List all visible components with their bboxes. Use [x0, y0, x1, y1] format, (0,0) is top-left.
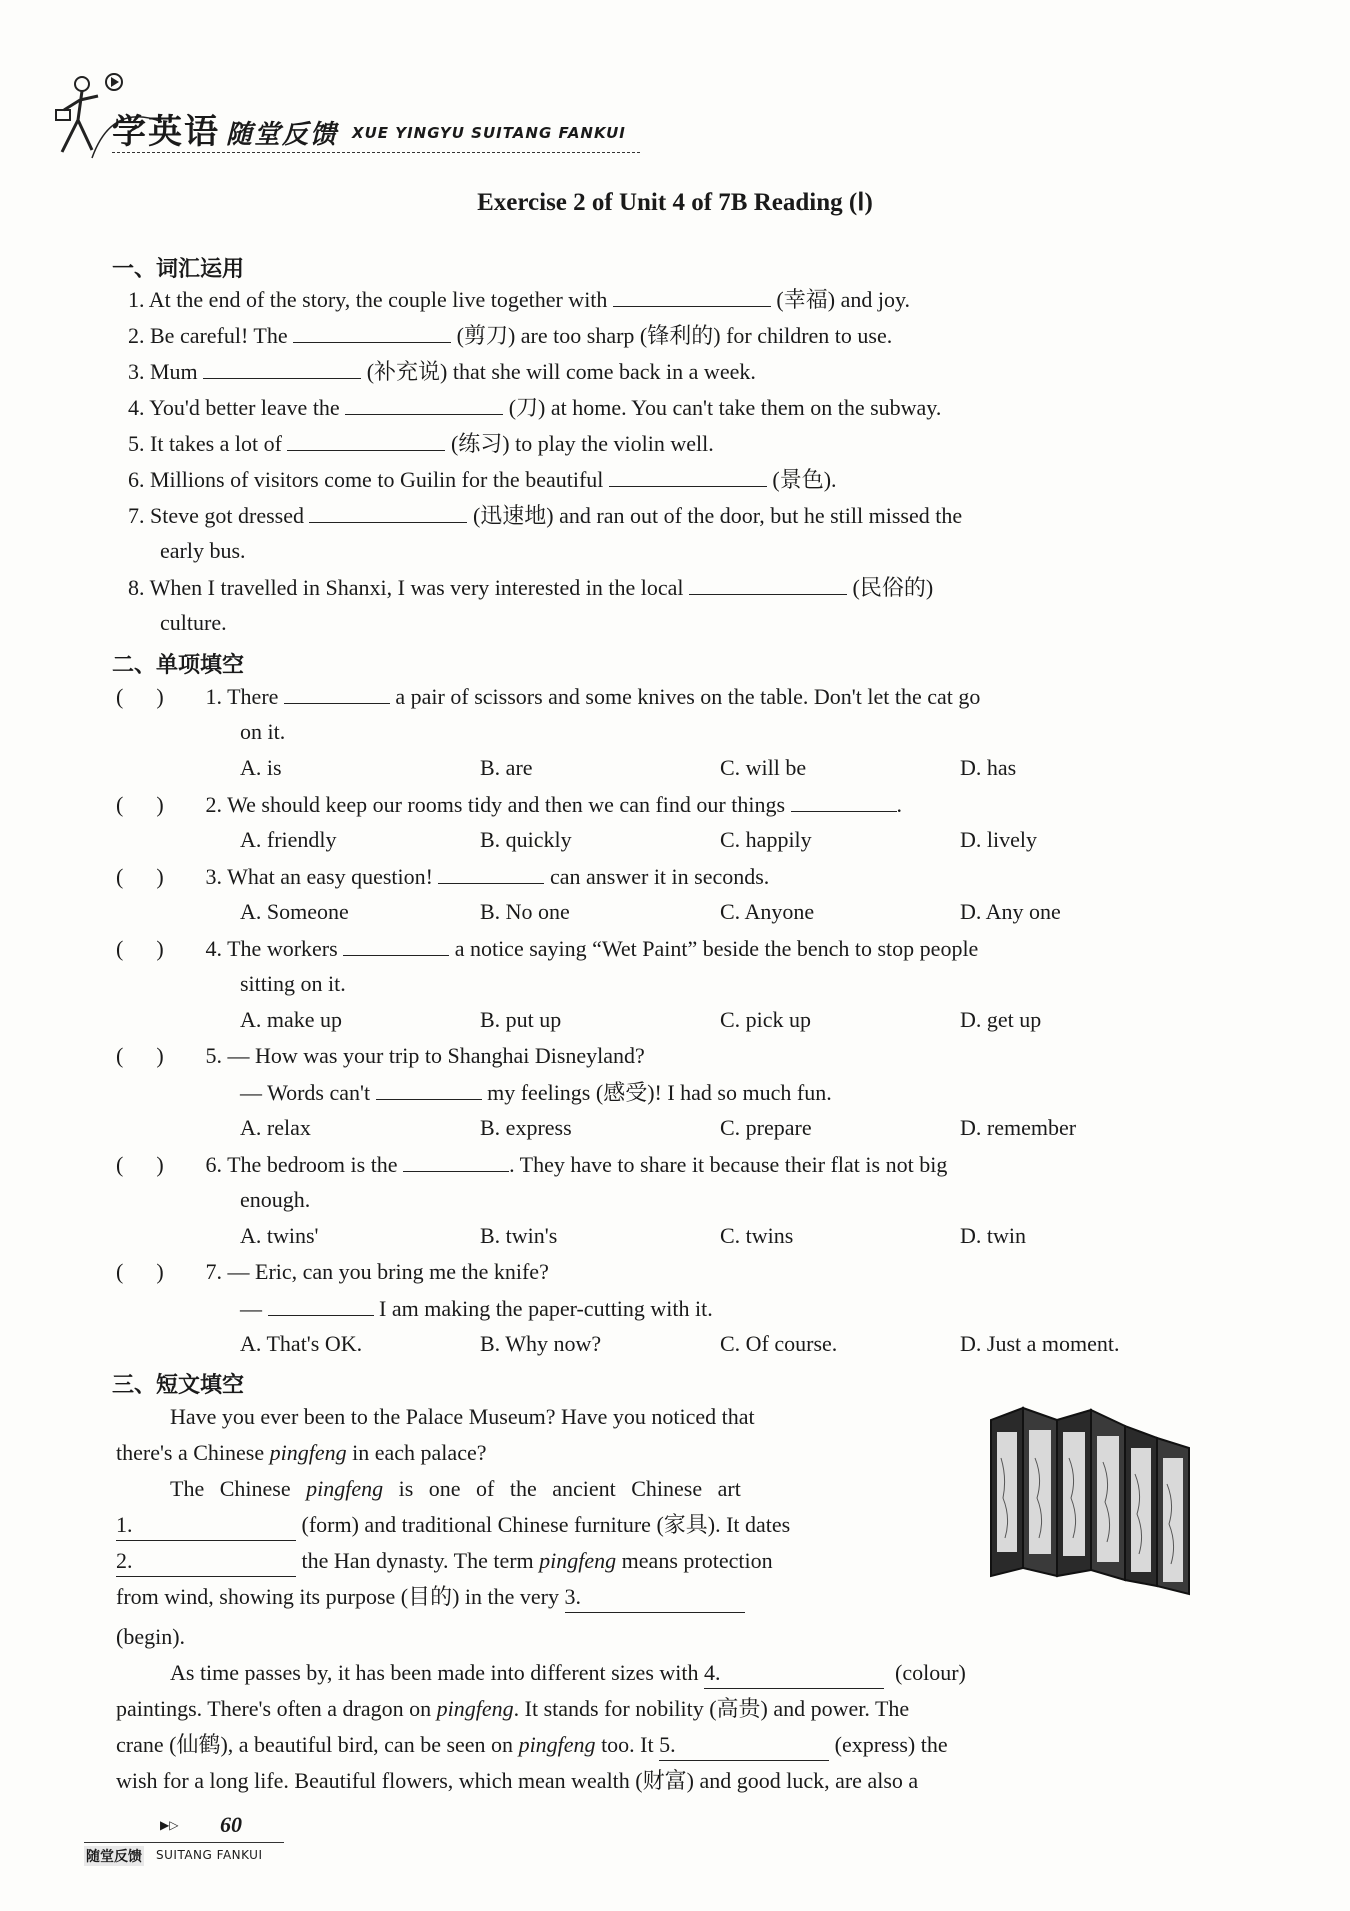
mc-6-option-b[interactable]: B. twin's [480, 1223, 558, 1248]
mc-5-option-b[interactable]: B. express [480, 1115, 572, 1140]
answer-blank[interactable] [203, 356, 361, 379]
mc-7-option-d[interactable]: D. Just a moment. [960, 1331, 1120, 1356]
mc-question-2: ( ) 2. We should keep our rooms tidy and then we can find our things . [116, 789, 902, 820]
mc-2-option-a[interactable]: A. friendly [240, 827, 337, 852]
mc-question-7-response: — I am making the paper-cutting with it. [240, 1293, 713, 1324]
answer-blank[interactable] [287, 428, 445, 451]
mc-4-option-a[interactable]: A. make up [240, 1007, 343, 1032]
mc-question-6-continued: enough. [240, 1187, 311, 1212]
mc-1-option-b[interactable]: B. are [480, 755, 533, 780]
header-title-en: XUE YINGYU SUITANG FANKUI [352, 124, 626, 142]
mc-5-option-d[interactable]: D. remember [960, 1115, 1077, 1140]
answer-parentheses[interactable]: ( ) [116, 1259, 164, 1284]
mc-1-option-a[interactable]: A. is [240, 755, 282, 780]
cloze-line: crane (仙鹤), a beautiful bird, can be seen on pingfeng too. It 5. (express) the [116, 1730, 948, 1761]
mc-question-7: ( ) 7. — Eric, can you bring me the knife? [116, 1257, 549, 1287]
mc-2-option-d[interactable]: D. lively [960, 827, 1037, 852]
footer-rule [84, 1842, 284, 1843]
answer-blank[interactable] [613, 284, 771, 307]
answer-parentheses[interactable]: ( ) [116, 684, 164, 709]
mc-4-option-c[interactable]: C. pick up [720, 1007, 812, 1032]
answer-blank[interactable] [403, 1149, 509, 1172]
mc-6-option-a[interactable]: A. twins' [240, 1223, 319, 1248]
footer-brand-en: SUITANG FANKUI [156, 1848, 263, 1862]
mc-2-option-c[interactable]: C. happily [720, 827, 812, 852]
page-number: 60 [220, 1812, 242, 1837]
page-title: Exercise 2 of Unit 4 of 7B Reading (Ⅰ) [477, 189, 873, 216]
answer-blank[interactable] [284, 681, 390, 704]
mc-7-option-b[interactable]: B. Why now? [480, 1331, 602, 1356]
cloze-line: paintings. There's often a dragon on pingfeng. It stands for nobility (高贵) and power. The [116, 1696, 910, 1721]
cloze-blank-3[interactable]: 3. [565, 1582, 745, 1613]
vocab-item-7: 7. Steve got dressed (迅速地) and ran out of the door, but he still missed the [128, 500, 962, 531]
section-heading-multiple-choice: 二、单项填空 [112, 653, 245, 678]
folding-screen-illustration [983, 1398, 1201, 1598]
mc-3-option-c[interactable]: C. Anyone [720, 899, 815, 924]
mc-question-5: ( ) 5. — How was your trip to Shanghai Disneyland? [116, 1041, 645, 1071]
cloze-line: The Chinese pingfeng is one of the ancient Chinese art [170, 1476, 741, 1501]
cloze-blank-4[interactable]: 4. [704, 1658, 884, 1689]
answer-parentheses[interactable]: ( ) [116, 1043, 164, 1068]
vocab-item-6: 6. Millions of visitors come to Guilin for the beautiful (景色). [128, 464, 837, 495]
answer-parentheses[interactable]: ( ) [116, 792, 164, 817]
section-heading-vocabulary: 一、词汇运用 [112, 257, 245, 282]
mc-question-6: ( ) 6. The bedroom is the . They have to share it because their flat is not big [116, 1149, 947, 1180]
answer-blank[interactable] [293, 320, 451, 343]
section-heading-cloze: 三、短文填空 [112, 1373, 245, 1398]
mc-6-option-c[interactable]: C. twins [720, 1223, 794, 1248]
mc-5-option-c[interactable]: C. prepare [720, 1115, 812, 1140]
vocab-item-8-continued: culture. [160, 610, 227, 635]
header-title: 学英语 随堂反馈 [112, 112, 339, 152]
mc-1-option-d[interactable]: D. has [960, 755, 1017, 780]
mc-1-option-c[interactable]: C. will be [720, 755, 807, 780]
mc-question-4: ( ) 4. The workers a notice saying “Wet Paint” beside the bench to stop people [116, 933, 978, 964]
cloze-line: As time passes by, it has been made into different sizes with 4. (colour) [170, 1658, 966, 1689]
vocab-item-1: 1. At the end of the story, the couple live together with (幸福) and joy. [128, 284, 910, 315]
answer-blank[interactable] [309, 500, 467, 523]
mc-4-option-b[interactable]: B. put up [480, 1007, 562, 1032]
mc-5-option-a[interactable]: A. relax [240, 1115, 311, 1140]
vocab-item-4: 4. You'd better leave the (刀) at home. You can't take them on the subway. [128, 392, 941, 423]
cloze-line: there's a Chinese pingfeng in each palace? [116, 1440, 487, 1465]
cloze-blank-5[interactable]: 5. [659, 1730, 829, 1761]
page-footer [84, 1812, 304, 1882]
answer-blank[interactable] [343, 933, 449, 956]
mc-question-1: ( ) 1. There a pair of scissors and some knives on the table. Don't let the cat go [116, 681, 980, 712]
cloze-blank-1[interactable]: 1. [116, 1510, 296, 1541]
answer-parentheses[interactable]: ( ) [116, 936, 164, 961]
answer-blank[interactable] [609, 464, 767, 487]
mc-question-5-response: — Words can't my feelings (感受)! I had so much fun. [240, 1077, 832, 1108]
answer-blank[interactable] [345, 392, 503, 415]
mc-question-3: ( ) 3. What an easy question! can answer it in seconds. [116, 861, 769, 892]
cloze-line: 2. the Han dynasty. The term pingfeng means protection [116, 1546, 773, 1577]
header-rule [112, 152, 640, 153]
cloze-blank-2[interactable]: 2. [116, 1546, 296, 1577]
mc-3-option-d[interactable]: D. Any one [960, 899, 1061, 924]
answer-parentheses[interactable]: ( ) [116, 864, 164, 889]
cloze-line: Have you ever been to the Palace Museum? Have you noticed that [170, 1404, 755, 1429]
answer-parentheses[interactable]: ( ) [116, 1152, 164, 1177]
arrow-icon: ▶▷ [160, 1818, 179, 1832]
footer-brand-cn: 随堂反馈 [84, 1846, 144, 1866]
page-header [52, 62, 652, 172]
answer-blank[interactable] [689, 572, 847, 595]
answer-blank[interactable] [268, 1293, 374, 1316]
mc-4-option-d[interactable]: D. get up [960, 1007, 1042, 1032]
cloze-line: (begin). [116, 1624, 186, 1649]
vocab-item-5: 5. It takes a lot of (练习) to play the violin well. [128, 428, 714, 459]
mc-3-option-b[interactable]: B. No one [480, 899, 570, 924]
answer-blank[interactable] [376, 1077, 482, 1100]
answer-blank[interactable] [438, 861, 544, 884]
cloze-line: wish for a long life. Beautiful flowers, which mean wealth (财富) and good luck, are also a [116, 1768, 919, 1793]
mc-7-option-a[interactable]: A. That's OK. [240, 1331, 363, 1356]
vocab-item-8: 8. When I travelled in Shanxi, I was very interested in the local (民俗的) [128, 572, 933, 603]
mc-3-option-a[interactable]: A. Someone [240, 899, 349, 924]
mc-question-1-continued: on it. [240, 719, 286, 744]
cloze-line: 1. (form) and traditional Chinese furniture (家具). It dates [116, 1510, 790, 1541]
vocab-item-2: 2. Be careful! The (剪刀) are too sharp (锋利的) for children to use. [128, 320, 892, 351]
mc-question-4-continued: sitting on it. [240, 971, 346, 996]
answer-blank[interactable] [791, 789, 897, 812]
mc-2-option-b[interactable]: B. quickly [480, 827, 572, 852]
cloze-line: from wind, showing its purpose (目的) in the very 3. [116, 1582, 745, 1613]
vocab-item-7-continued: early bus. [160, 538, 246, 563]
mc-7-option-c[interactable]: C. Of course. [720, 1331, 838, 1356]
mc-6-option-d[interactable]: D. twin [960, 1223, 1026, 1248]
vocab-item-3: 3. Mum (补充说) that she will come back in a week. [128, 356, 756, 387]
